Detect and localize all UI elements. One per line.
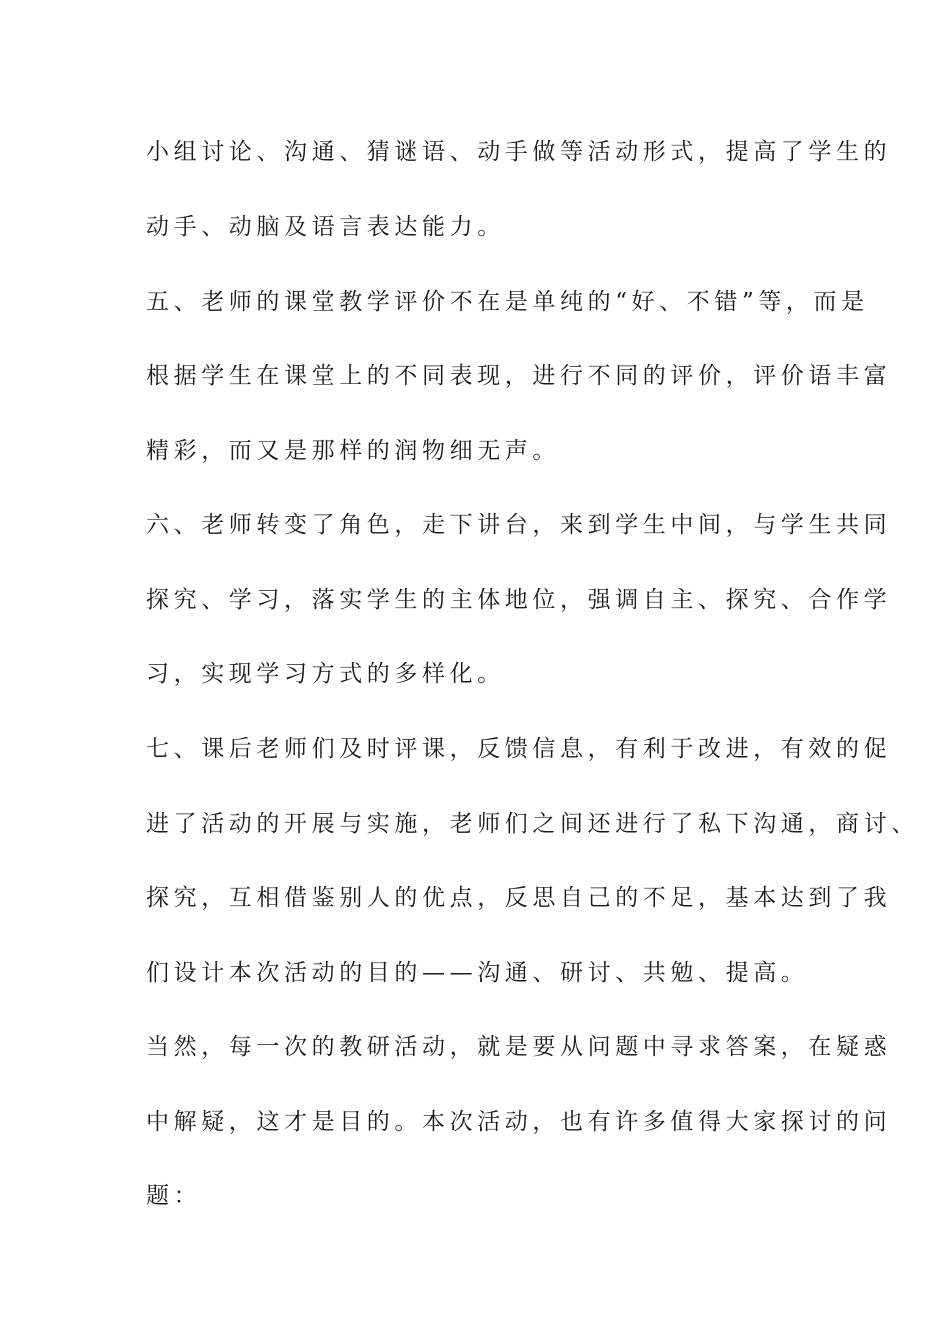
text-line: 精彩，而又是那样的润物细无声。 (146, 438, 560, 464)
text-line: 六、老师转变了角色，走下讲台，来到学生中间，与学生共同 (146, 512, 892, 538)
text-line: 五、老师的课堂教学评价不在是单纯的“好、不错”等，而是 (146, 289, 869, 315)
text-line: 题： (146, 1183, 202, 1209)
text-line: 七、课后老师们及时评课，反馈信息，有利于改进，有效的促 (146, 736, 892, 762)
text-line: 中解疑，这才是目的。本次活动，也有许多值得大家探讨的问 (146, 1109, 892, 1135)
text-line: 探究、学习，落实学生的主体地位，强调自主、探究、合作学 (146, 587, 892, 613)
text-line: 探究，互相借鉴别人的优点，反思自己的不足，基本达到了我 (146, 885, 892, 911)
text-line: 动手、动脑及语言表达能力。 (146, 214, 505, 240)
text-line: 根据学生在课堂上的不同表现，进行不同的评价，评价语丰富 (146, 363, 892, 389)
text-line: 们设计本次活动的目的——沟通、研讨、共勉、提高。 (146, 960, 809, 986)
text-line: 当然，每一次的教研活动，就是要从问题中寻求答案，在疑惑 (146, 1034, 892, 1060)
text-line: 小组讨论、沟通、猜谜语、动手做等活动形式，提高了学生的 (146, 139, 892, 165)
text-line: 习，实现学习方式的多样化。 (146, 661, 505, 687)
text-line: 进了活动的开展与实施，老师们之间还进行了私下沟通，商讨、 (146, 811, 919, 837)
